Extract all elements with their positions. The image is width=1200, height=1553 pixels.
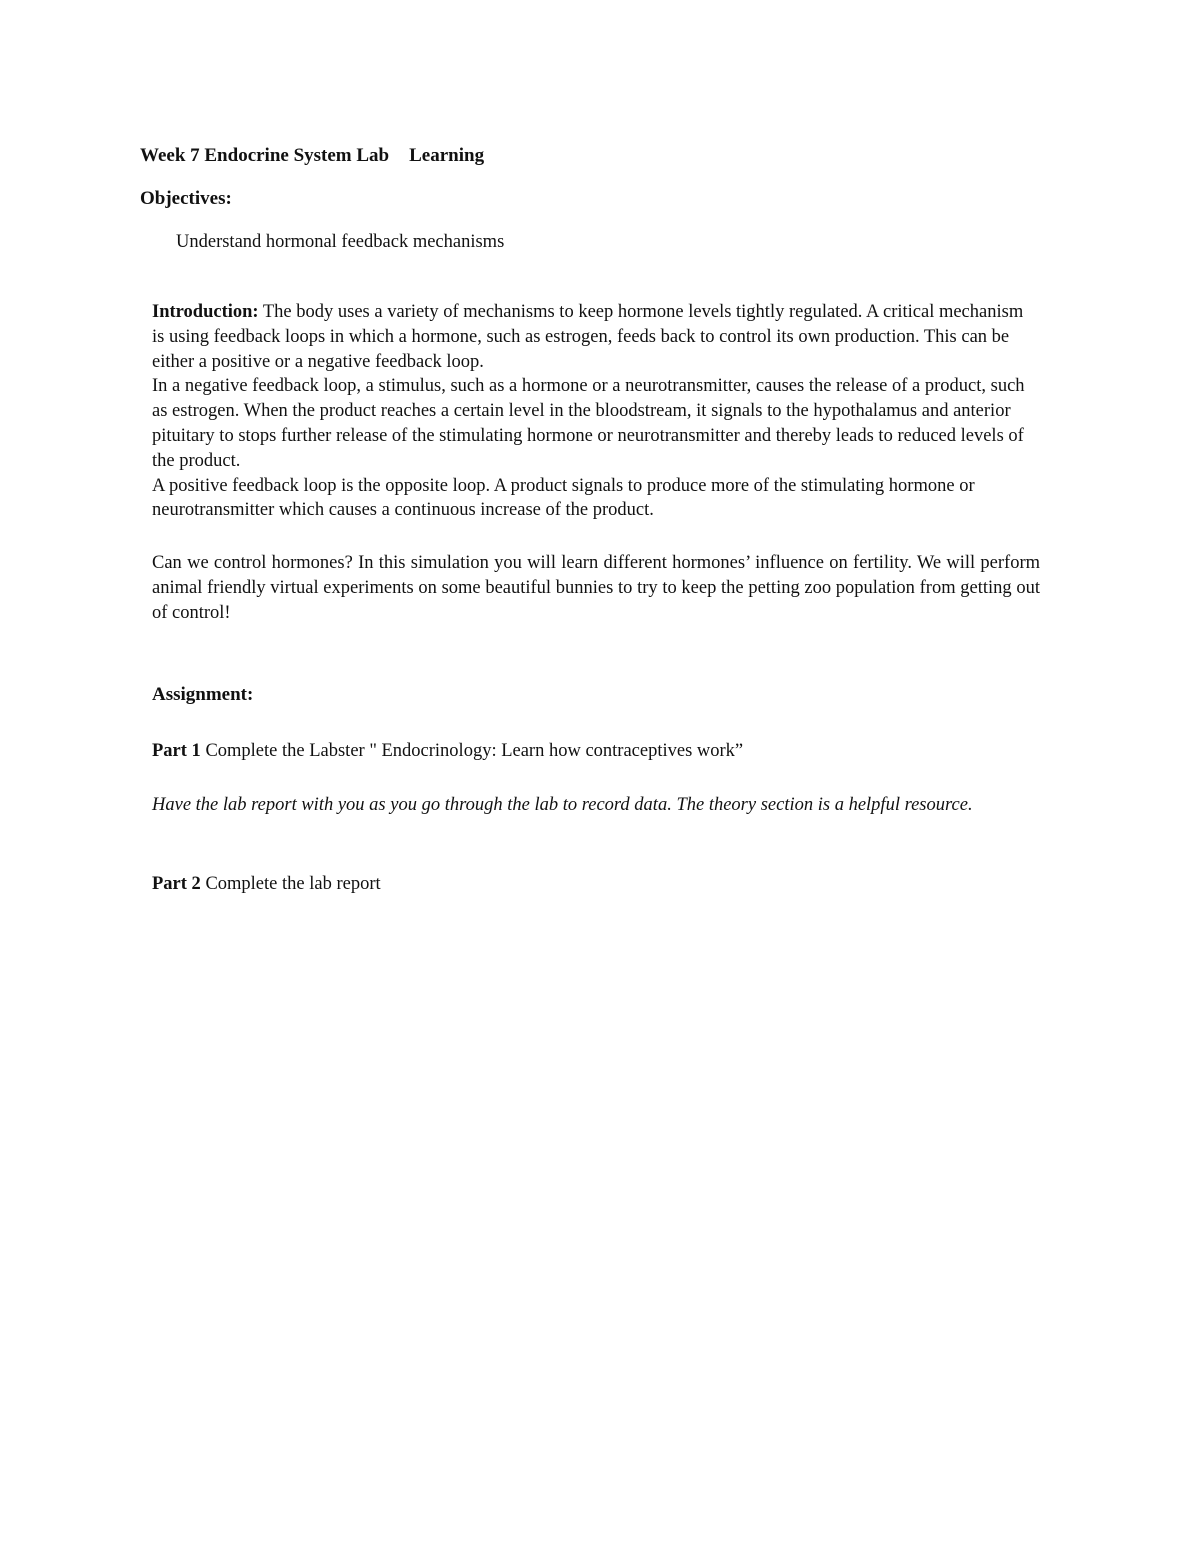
part-1-text: Complete the Labster " Endocrinology: Learn how contraceptives work”	[200, 741, 744, 761]
introduction-label: Introduction:	[152, 302, 259, 322]
objectives-heading: Objectives:	[140, 188, 232, 209]
assignment-heading: Assignment:	[152, 684, 254, 705]
assignment-part-2	[152, 872, 381, 896]
introduction-paragraph-2: In a negative feedback loop, a stimulus, such as a hormone or a neurotransmitter, causes the release of a product, such as estrogen. When the product reaches a certain level in the bloodstream, it signals to the hypothalamus and anterior pituitary to stops further release of the stimulating hormone or neurotransmitter and thereby leads to reduced levels of the product.	[152, 376, 1025, 471]
simulation-paragraph: Can we control hormones? In this simulation you will learn different hormones’ influence on fertility. We will perform animal friendly virtual experiments on some beautiful bunnies to try to keep the petting zoo population from getting out of control!	[152, 553, 1040, 623]
introduction-paragraph-1	[152, 300, 1040, 374]
introduction-paragraph-3: A positive feedback loop is the opposite loop. A product signals to produce more of the stimulating hormone or neurotransmitter which causes a continuous increase of the product.	[152, 475, 975, 521]
objective-item: Understand hormonal feedback mechanisms	[176, 232, 505, 252]
title-suffix: Learning	[409, 145, 485, 166]
document-title	[140, 144, 484, 168]
part-1-label: Part 1	[152, 741, 201, 761]
title-main: Week 7 Endocrine System Lab	[140, 145, 390, 166]
assignment-part-1	[152, 739, 743, 763]
introduction-text-1: The body uses a variety of mechanisms to keep hormone levels tightly regulated. A critical mechanism is using feedback loops in which a hormone, such as estrogen, feeds back to control its own production. This can be either a positive or a negative feedback loop.	[152, 302, 1024, 372]
part-2-text: Complete the lab report	[200, 874, 381, 894]
introduction-section	[152, 300, 1040, 523]
lab-report-note: Have the lab report with you as you go through the lab to record data. The theory section is a helpful resource.	[152, 795, 973, 815]
part-2-label: Part 2	[152, 874, 201, 894]
